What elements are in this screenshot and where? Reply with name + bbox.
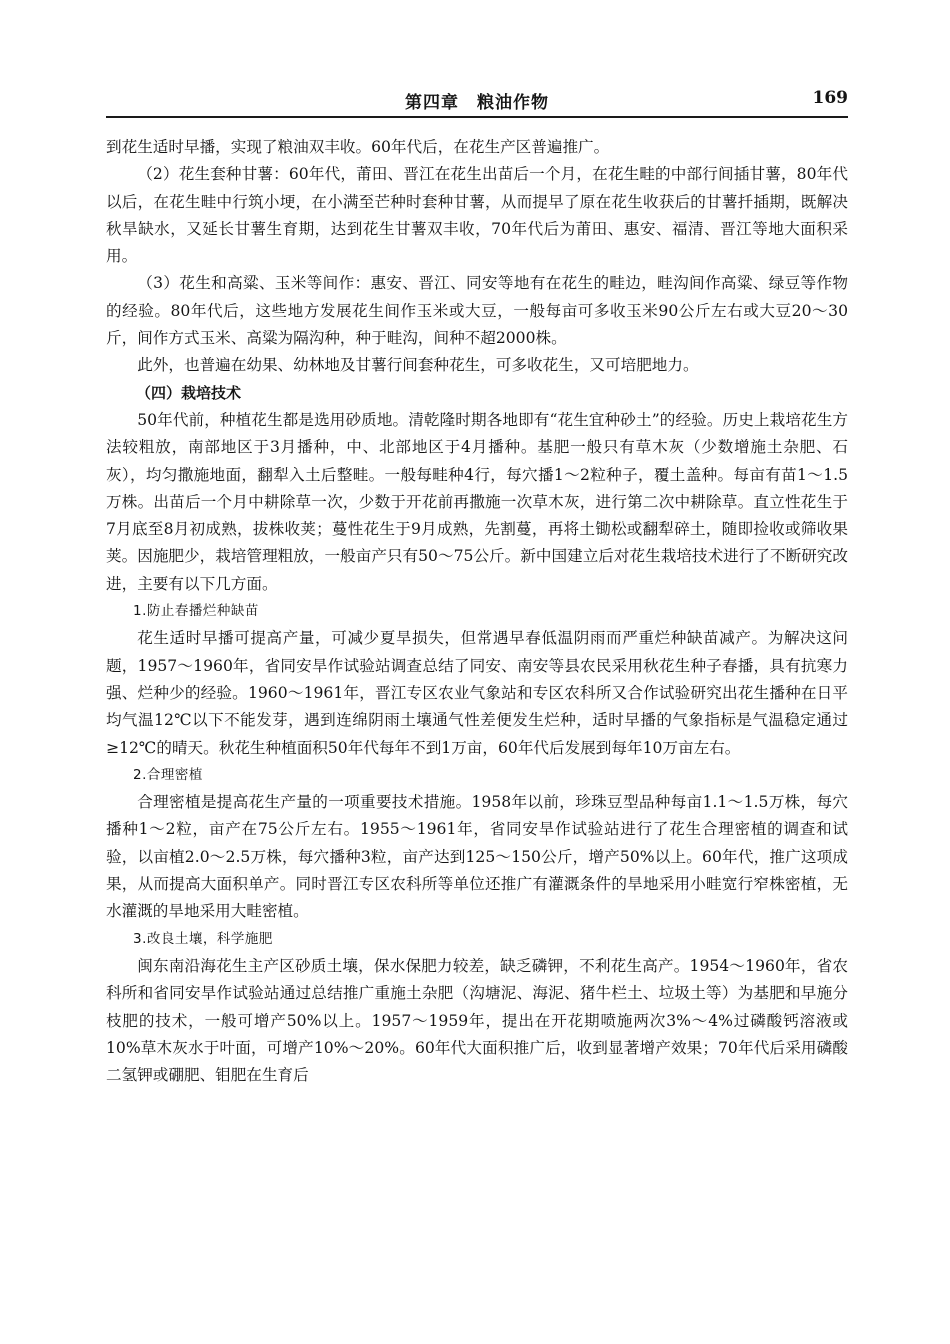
paragraph-prevent-seed-rot: 花生适时早播可提高产量，可减少夏旱损失，但常遇早春低温阴雨而严重烂种缺苗减产。为解决这问题，1957～1960年，省同安旱作试验站调查总结了同安、南安等县农民采用秋花生种子春播，具有抗寒力强、烂种少的经验。1960～1961年，晋江专区农业气象站和专区农科所又合作试验研究出花生播种在日平均气温12℃以下不能发芽，遇到连绵阴雨土壤通气性差便发生烂种，适时早播的气象指标是气温稳定通过≥12℃的晴天。秋花生种植面积50年代每年不到1万亩，60年代后发展到每年10万亩左右。	[106, 629, 848, 757]
subheading-dense-planting: 2.合理密植	[133, 766, 203, 783]
chapter-title: 第四章 粮油作物	[405, 93, 549, 113]
page-body	[106, 134, 848, 1089]
subheading-prevent-seed-rot: 1.防止春播烂种缺苗	[133, 603, 259, 620]
paragraph-intercrop-sweet-potato: （2）花生套种甘薯：60年代，莆田、晋江在花生出苗后一个月，在花生畦的中部行间插甘薯，80年代以后，在花生畦中行筑小埂，在小满至芒种时套种甘薯，从而提早了原在花生收获后的甘薯扦插期，既解决秋旱缺水，又延长甘薯生育期，达到花生甘薯双丰收，70年代后为莆田、惠安、福清、晋江等地大面积采用。	[106, 165, 848, 266]
paragraph-intercrop-sorghum-corn: （3）花生和高粱、玉米等间作：惠安、晋江、同安等地有在花生的畦边，畦沟间作高粱、绿豆等作物的经验。80年代后，这些地方发展花生间作玉米或大豆，一般每亩可多收玉米90公斤左右或大豆20～30斤，间作方式玉米、高粱为隔沟种，种于畦沟，间种不超2000株。	[106, 274, 848, 348]
subheading-soil-fertilization: 3.改良土壤，科学施肥	[133, 930, 273, 947]
section-heading-cultivation: （四）栽培技术	[136, 383, 242, 402]
paragraph-continuation: 到花生适时早播，实现了粮油双丰收。60年代后，在花生产区普遍推广。	[106, 138, 610, 156]
running-header	[106, 86, 848, 118]
paragraph-cultivation-history: 50年代前，种植花生都是选用砂质地。清乾隆时期各地即有“花生宜种砂土”的经验。历史上栽培花生方法较粗放，南部地区于3月播种，中、北部地区于4月播种。基肥一般只有草木灰（少数增施土杂肥、石灰），均匀撒施地面，翻犁入土后整畦。一般每畦种4行，每穴播1～2粒种子，覆土盖种。每亩有苗1～1.5万株。出苗后一个月中耕除草一次，少数于开花前再撒施一次草木灰，进行第二次中耕除草。直立性花生于7月底至8月初成熟，拔株收荚；蔓性花生于9月成熟，先割蔓，再将土锄松或翻犁碎土，随即捡收或筛收果荚。因施肥少，栽培管理粗放，一般亩产只有50～75公斤。新中国建立后对花生栽培技术进行了不断研究改进，主要有以下几方面。	[106, 410, 848, 593]
page-number: 169	[812, 88, 848, 108]
paragraph-dense-planting: 合理密植是提高花生产量的一项重要技术措施。1958年以前，珍珠豆型品种每亩1.1～1.5万株，每穴播种1～2粒，亩产在75公斤左右。1955～1961年，省同安旱作试验站进行了花生合理密植的调查和试验，以亩植2.0～2.5万株，每穴播种3粒，亩产达到125～150公斤，增产50%以上。60年代，推广这项成果，从而提高大面积单产。同时晋江专区农科所等单位还推广有灌溉条件的旱地采用小畦宽行窄株密植，无水灌溉的旱地采用大畦密植。	[106, 793, 848, 921]
paragraph-other-intercropping: 此外，也普遍在幼果、幼林地及甘薯行间套种花生，可多收花生，又可培肥地力。	[137, 356, 699, 375]
paragraph-soil-fertilization: 闽东南沿海花生主产区砂质土壤，保水保肥力较差，缺乏磷钾，不利花生高产。1954～1960年，省农科所和省同安旱作试验站通过总结推广重施土杂肥（沟塘泥、海泥、猪牛栏土、垃圾土等）为基肥和早施分枝肥的技术，一般可增产50%以上。1957～1959年，提出在开花期喷施两次3%～4%过磷酸钙溶液或10%草木灰水于叶面，可增产10%～20%。60年代大面积推广后，收到显著增产效果；70年代后采用磷酸二氢钾或硼肥、钼肥在生育后	[106, 956, 848, 1085]
